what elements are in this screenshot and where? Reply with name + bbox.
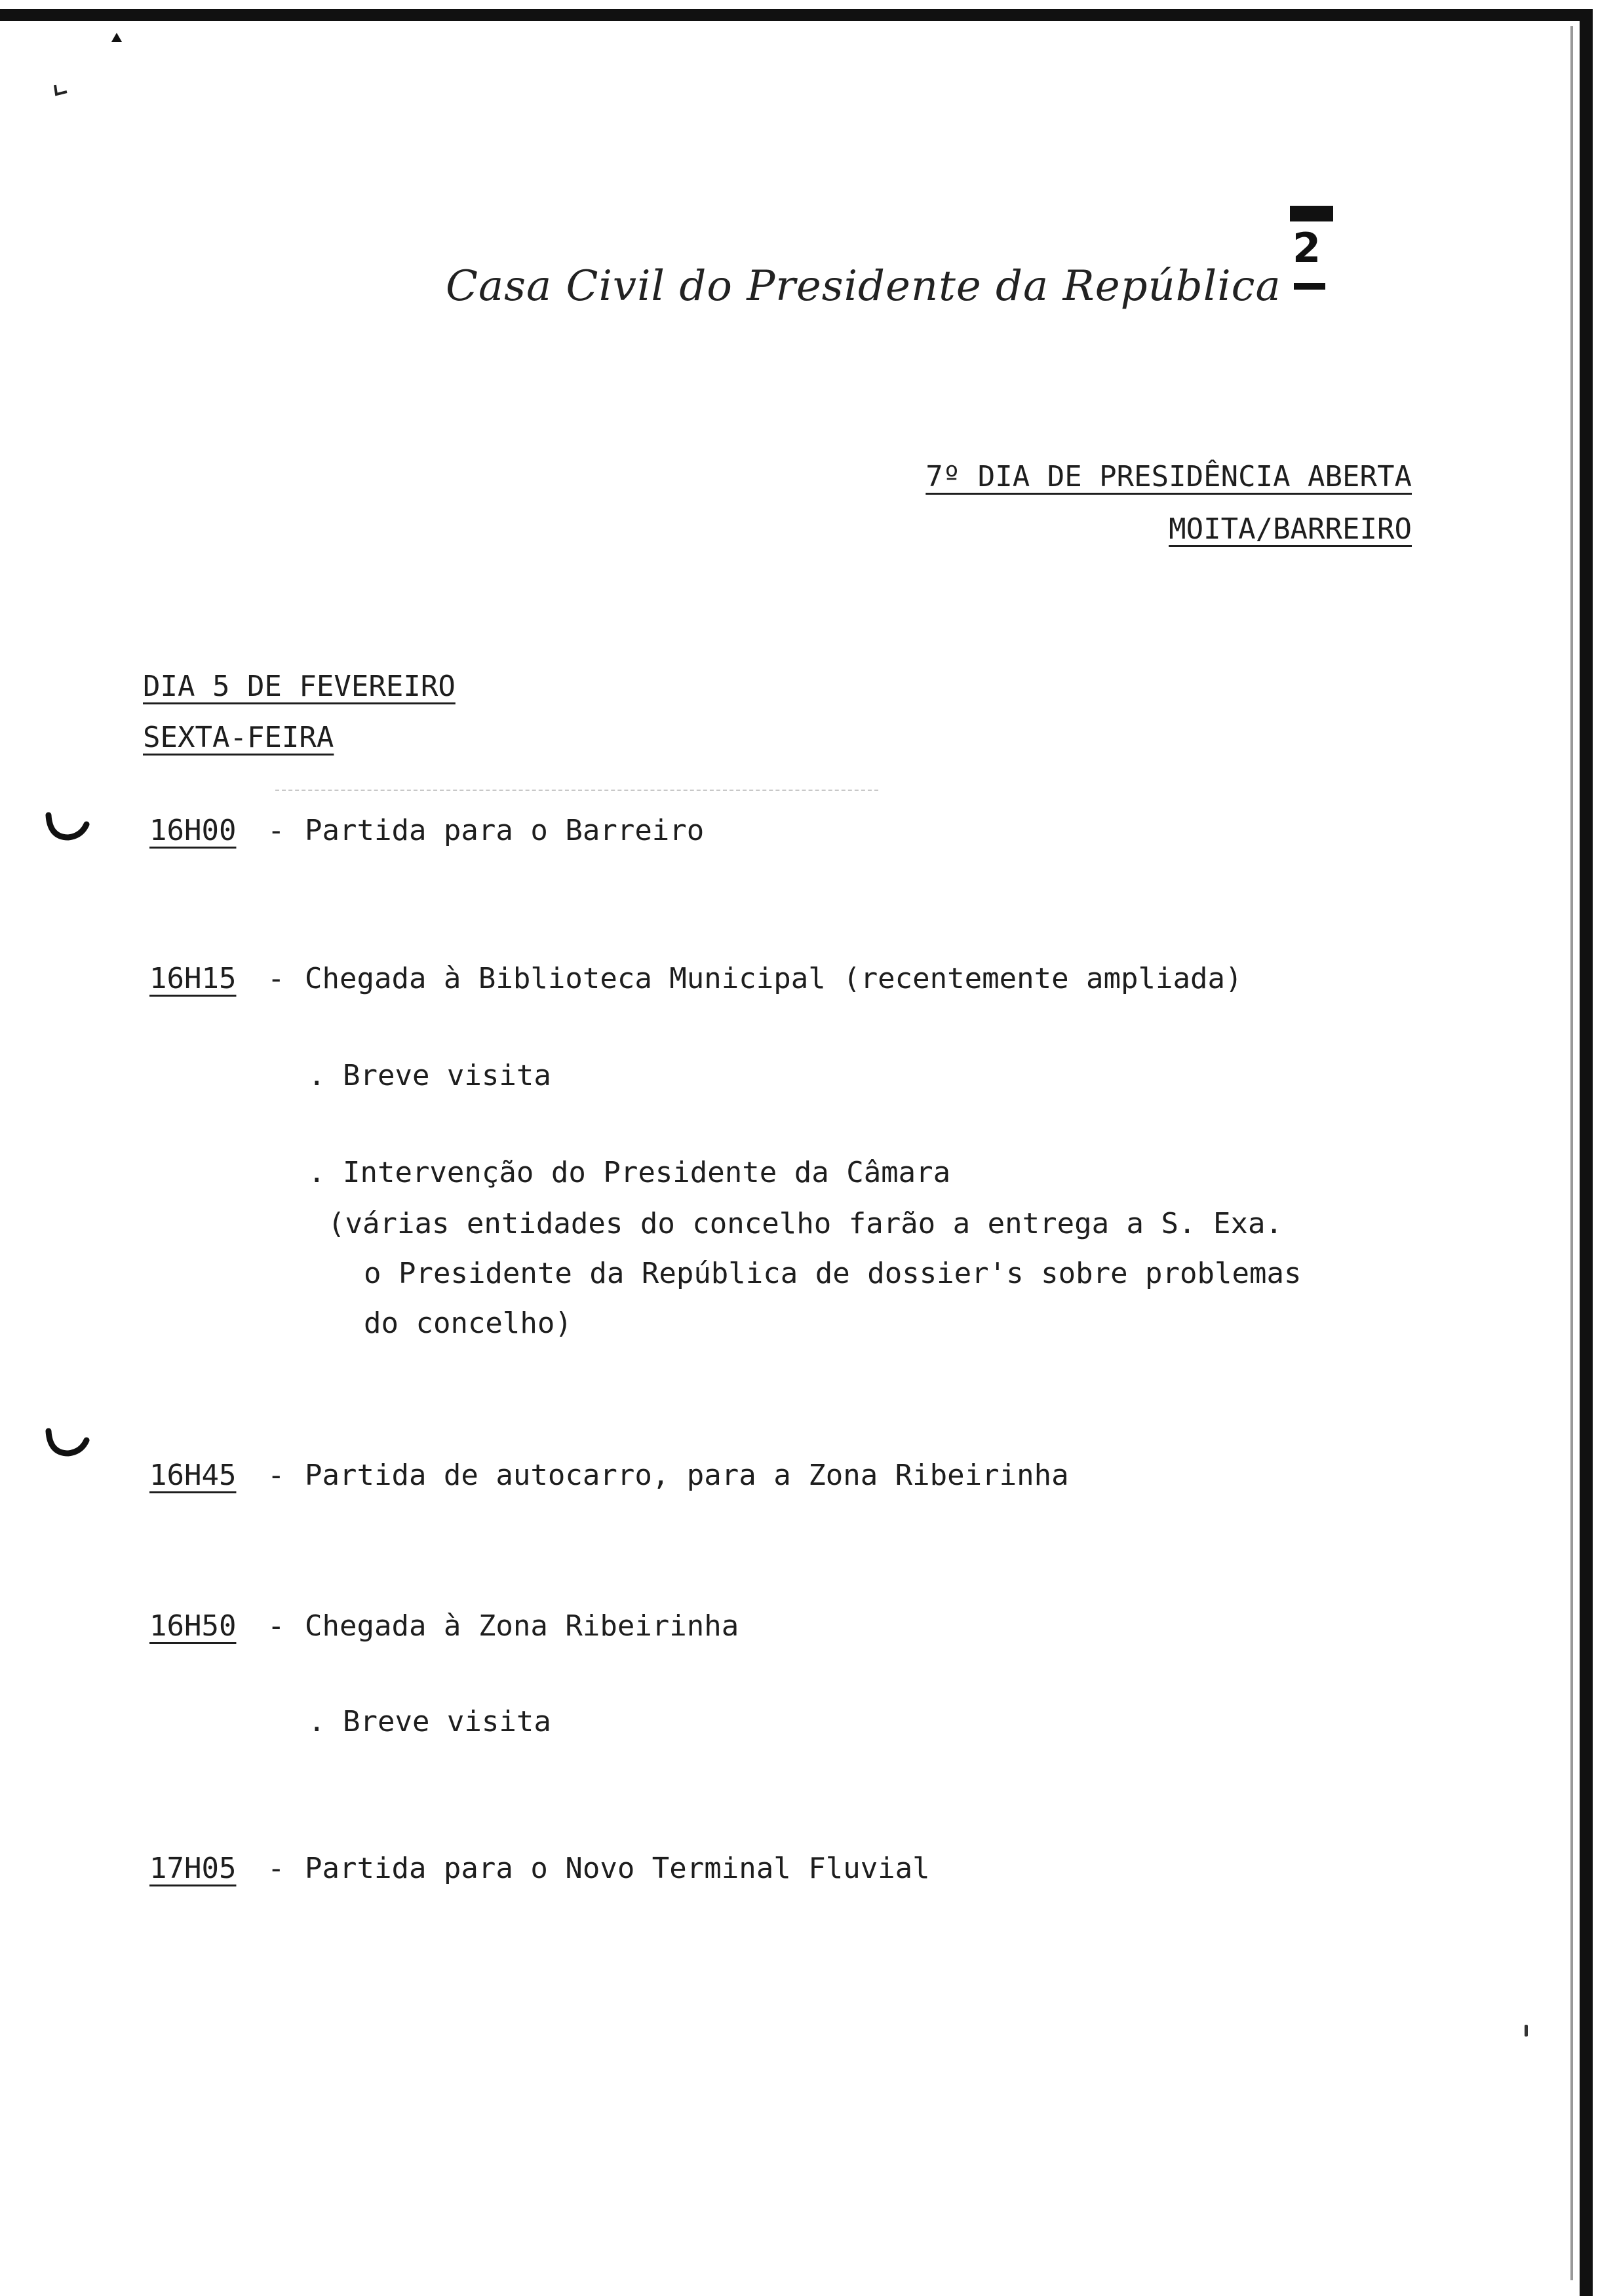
schedule-time: 16H00: [149, 814, 237, 847]
heading-line-1: 7º DIA DE PRESIDÊNCIA ABERTA: [925, 460, 1412, 493]
subitem-note-line: (várias entidades do concelho farão a entrega a S. Exa.: [328, 1207, 1283, 1240]
heading-line-2: MOITA/BARREIRO: [1169, 512, 1412, 546]
schedule-text: Partida para o Novo Terminal Fluvial: [305, 1852, 930, 1885]
scan-border-top: [0, 9, 1591, 21]
subitem-visit: . Breve visita: [308, 1059, 551, 1092]
subitem-intervention: . Intervenção do Presidente da Câmara: [308, 1156, 951, 1189]
weekday-line: SEXTA-FEIRA: [143, 721, 334, 754]
date-line: DIA 5 DE FEVEREIRO: [143, 670, 456, 703]
subitem-note-line: o Presidente da República de dossier's sobre problemas: [364, 1257, 1302, 1290]
scan-edge-shadow: [1570, 26, 1573, 2280]
page-number-underline: [1294, 283, 1325, 290]
separator: -: [267, 1609, 285, 1643]
schedule-text: Partida de autocarro, para a Zona Ribeirinha: [305, 1459, 1069, 1492]
letterhead-title: Casa Civil do Presidente da República: [446, 262, 1281, 311]
punch-hole-mark: [45, 1427, 90, 1457]
separator: -: [267, 1459, 285, 1492]
schedule-text: Chegada à Biblioteca Municipal (recentemente ampliada): [305, 962, 1243, 995]
scan-speck: [1525, 2025, 1528, 2037]
separator: -: [267, 962, 285, 995]
schedule-text: Chegada à Zona Ribeirinha: [305, 1609, 739, 1643]
page-number-strike: [1290, 206, 1333, 221]
subitem-note-line: do concelho): [364, 1307, 572, 1340]
page-number: [1278, 203, 1350, 301]
scan-border-right: [1580, 9, 1593, 2296]
corner-tick-mark: [111, 33, 122, 42]
separator: -: [267, 814, 285, 847]
page-number-digit: 2: [1293, 224, 1321, 272]
schedule-text: Partida para o Barreiro: [305, 814, 705, 847]
separator: -: [267, 1852, 285, 1885]
faint-scan-line: [275, 790, 878, 791]
subitem-visit: . Breve visita: [308, 1705, 551, 1738]
punch-hole-mark: [45, 811, 90, 841]
schedule-time: 16H45: [149, 1459, 237, 1492]
schedule-time: 16H50: [149, 1609, 237, 1643]
pen-mark: [52, 84, 72, 97]
schedule-time: 16H15: [149, 962, 237, 995]
schedule-time: 17H05: [149, 1852, 237, 1885]
